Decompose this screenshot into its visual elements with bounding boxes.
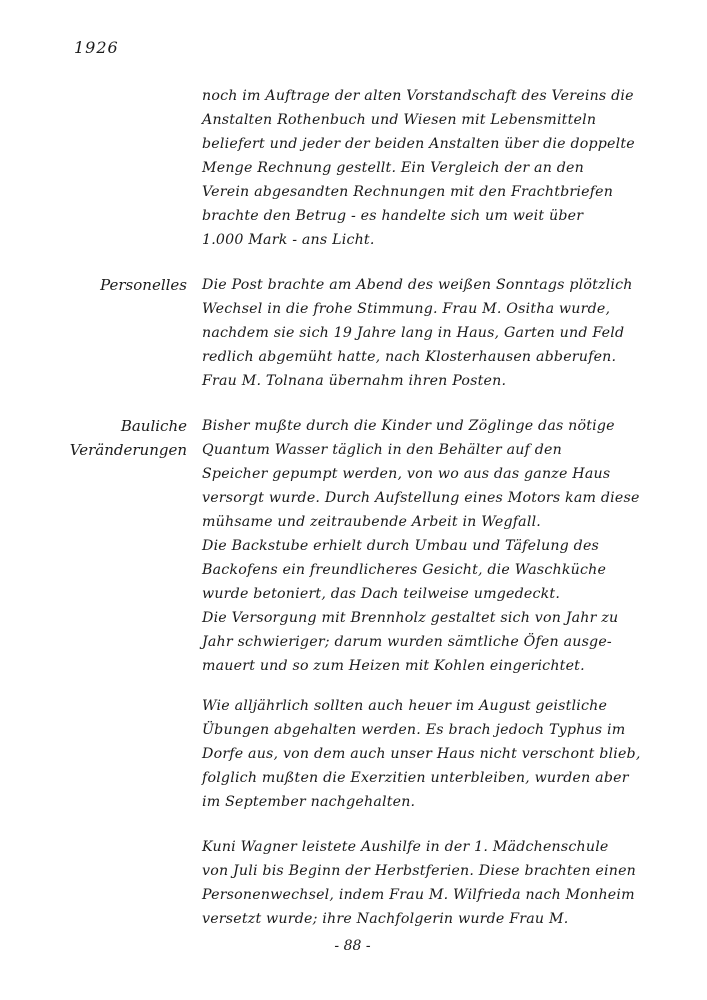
text-line: von Juli bis Beginn der Herbstferien. Diese brachten einen	[202, 863, 637, 879]
text-line: Die Versorgung mit Brennholz gestaltet sich von Jahr zu	[202, 610, 619, 626]
page-year: 1926	[74, 38, 119, 57]
sidebar-heading-line: Veränderungen	[69, 441, 187, 459]
text-line: Personenwechsel, indem Frau M. Wilfrieda nach Monheim	[202, 887, 635, 903]
text-line: versorgt wurde. Durch Aufstellung eines Motors kam diese	[202, 490, 640, 506]
page-number	[0, 938, 707, 954]
text-line: Kuni Wagner leistete Aushilfe in der 1. Mädchenschule	[202, 839, 609, 855]
sidebar-heading-line: Personelles	[100, 276, 187, 294]
text-line: Speicher gepumpt werden, von wo aus das ganze Haus	[202, 466, 611, 482]
text-line: Die Backstube erhielt durch Umbau und Täfelung des	[202, 538, 600, 554]
text-line: Menge Rechnung gestellt. Ein Vergleich der an den	[202, 160, 584, 176]
text-line: nachdem sie sich 19 Jahre lang in Haus, Garten und Feld	[202, 325, 625, 341]
sidebar-heading	[100, 273, 187, 297]
text-line: Jahr schwieriger; darum wurden sämtliche Öfen ausge-	[202, 634, 612, 650]
text-line: folglich mußten die Exerzitien unterbleiben, wurden aber	[202, 770, 629, 786]
paragraph-lines	[202, 273, 633, 393]
text-line: Anstalten Rothenbuch und Wiesen mit Lebensmitteln	[202, 112, 597, 128]
page-number-text: - 88 -	[334, 938, 371, 954]
text-line: Die Post brachte am Abend des weißen Sonntags plötzlich	[202, 277, 633, 293]
text-line: 1.000 Mark - ans Licht.	[202, 232, 375, 248]
paragraph-lines	[202, 414, 640, 678]
text-line: mauert und so zum Heizen mit Kohlen eingerichtet.	[202, 658, 585, 674]
text-line: Verein abgesandten Rechnungen mit den Frachtbriefen	[202, 184, 614, 200]
text-line: beliefert und jeder der beiden Anstalten über die doppelte	[202, 136, 635, 152]
text-line: Bisher mußte durch die Kinder und Zöglinge das nötige	[202, 418, 615, 434]
paragraph-lines	[202, 835, 636, 931]
text-line: Übungen abgehalten werden. Es brach jedoch Typhus im	[202, 722, 626, 738]
paragraph-lines	[202, 694, 641, 814]
text-line: Wechsel in die frohe Stimmung. Frau M. Ositha wurde,	[202, 301, 611, 317]
text-line: redlich abgemüht hatte, nach Klosterhausen abberufen.	[202, 349, 617, 365]
text-line: im September nachgehalten.	[202, 794, 416, 810]
text-line: Frau M. Tolnana übernahm ihren Posten.	[202, 373, 507, 389]
sidebar-heading-line: Bauliche	[120, 417, 187, 435]
sidebar-heading	[70, 414, 187, 462]
text-line: Quantum Wasser täglich in den Behälter auf den	[202, 442, 562, 458]
text-line: Wie alljährlich sollten auch heuer im August geistliche	[202, 698, 608, 714]
text-line: Backofens ein freundlicheres Gesicht, die Waschküche	[202, 562, 607, 578]
paragraph-lines	[202, 84, 635, 252]
text-line: Dorfe aus, von dem auch unser Haus nicht verschont blieb,	[202, 746, 641, 762]
text-line: brachte den Betrug - es handelte sich um weit über	[202, 208, 584, 224]
text-line: mühsame und zeitraubende Arbeit in Wegfall.	[202, 514, 542, 530]
text-line: noch im Auftrage der alten Vorstandschaft des Vereins die	[202, 88, 634, 104]
text-line: wurde betoniert, das Dach teilweise umgedeckt.	[202, 586, 561, 602]
text-line: versetzt wurde; ihre Nachfolgerin wurde Frau M.	[202, 911, 569, 927]
